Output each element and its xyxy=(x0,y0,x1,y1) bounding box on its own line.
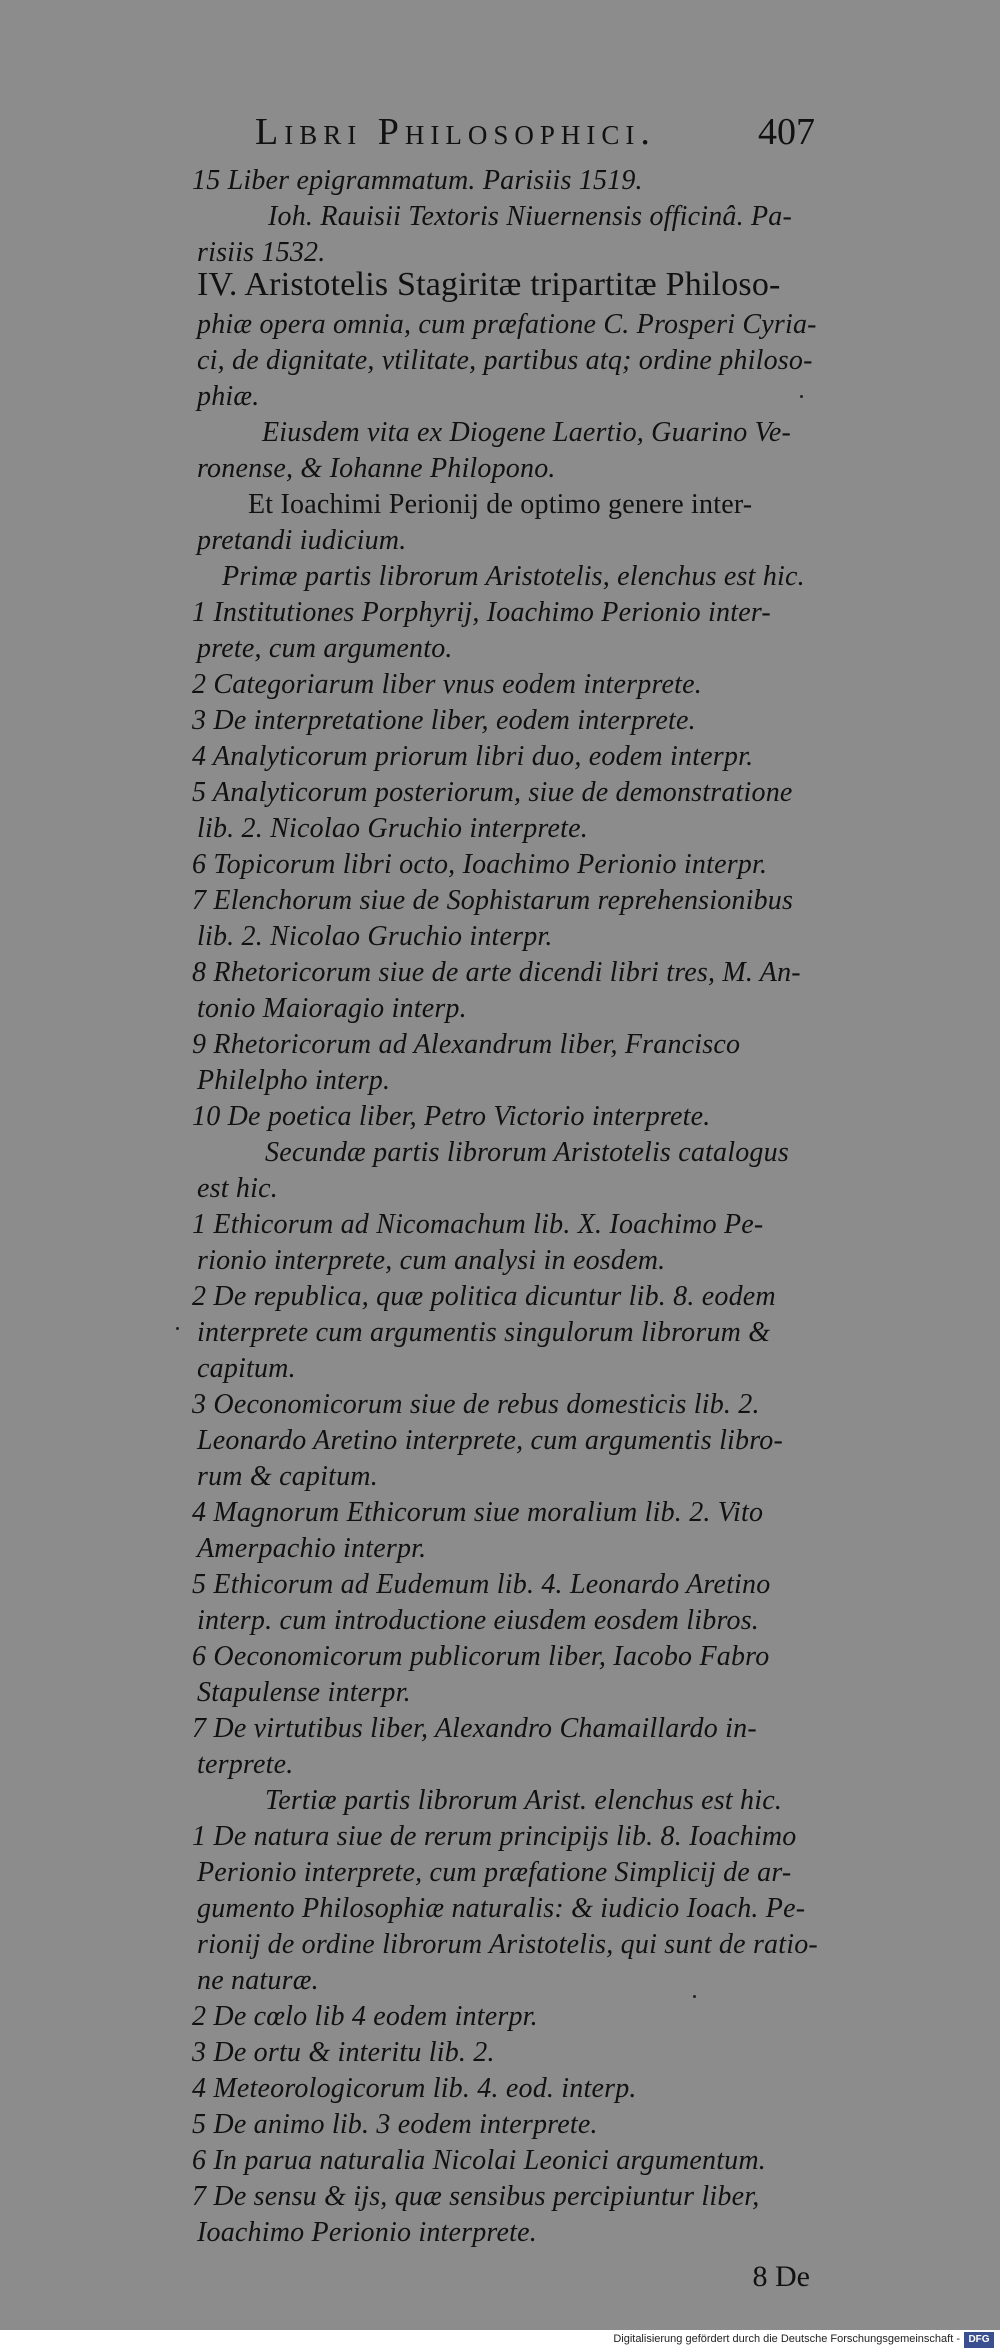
funding-credit: Digitalisierung gefördert durch die Deutsche Forschungsgemeinschaft - xyxy=(613,2333,960,2345)
list-item: 3 Oeconomicorum siue de rebus domesticis lib. 2. xyxy=(192,1389,760,1420)
text-line: risiis 1532. xyxy=(197,237,326,268)
text-line: tonio Maioragio interp. xyxy=(197,993,467,1024)
text-line: rionio interprete, cum analysi in eosdem. xyxy=(197,1245,666,1276)
list-item: 2 De republica, quæ politica dicuntur lib. 8. eodem xyxy=(192,1281,776,1312)
text-line: rionij de ordine librorum Aristotelis, qui sunt de ratio- xyxy=(197,1929,818,1960)
list-item: 5 Ethicorum ad Eudemum lib. 4. Leonardo Aretino xyxy=(192,1569,771,1600)
text-line: rum & capitum. xyxy=(197,1461,378,1492)
list-item: 7 De sensu & ijs, quæ sensibus percipiuntur liber, xyxy=(192,2181,760,2212)
section-heading: Tertiæ partis librorum Arist. elenchus est hic. xyxy=(265,1785,783,1816)
page-number: 407 xyxy=(758,111,815,153)
ink-speck xyxy=(800,395,803,398)
text-line: Ioh. Rauisii Textoris Niuernensis officinâ. Pa- xyxy=(268,201,793,232)
text-line: ronense, & Iohanne Philopono. xyxy=(197,453,556,484)
text-line: Philelpho interp. xyxy=(197,1065,391,1096)
text-line: gumento Philosophiæ naturalis: & iudicio Ioach. Pe- xyxy=(197,1893,806,1924)
text-line: Stapulense interpr. xyxy=(197,1677,411,1708)
ink-speck xyxy=(176,1327,179,1330)
text-line: Eiusdem vita ex Diogene Laertio, Guarino Ve- xyxy=(262,417,792,448)
text-line: Leonardo Aretino interprete, cum argumentis libro- xyxy=(197,1425,784,1456)
list-item: 1 De natura siue de rerum principijs lib. 8. Ioachimo xyxy=(192,1821,797,1852)
text-line: ci, de dignitate, vtilitate, partibus atq; ordine philoso- xyxy=(197,345,813,376)
list-item: 10 De poetica liber, Petro Victorio interprete. xyxy=(192,1101,711,1132)
list-item: 7 De virtutibus liber, Alexandro Chamaillardo in- xyxy=(192,1713,757,1744)
list-item: 6 Oeconomicorum publicorum liber, Iacobo Fabro xyxy=(192,1641,770,1672)
running-title: Libri Philosophici. xyxy=(255,111,656,153)
list-item: 1 Ethicorum ad Nicomachum lib. X. Ioachimo Pe- xyxy=(192,1209,764,1240)
list-item: 2 De cœlo lib 4 eodem interpr. xyxy=(192,2001,538,2032)
text-line: terprete. xyxy=(197,1749,294,1780)
list-item: 6 In parua naturalia Nicolai Leonici argumentum. xyxy=(192,2145,766,2176)
text-line: 15 Liber epigrammatum. Parisiis 1519. xyxy=(192,165,643,196)
list-item: 9 Rhetoricorum ad Alexandrum liber, Francisco xyxy=(192,1029,741,1060)
section-heading: Primæ partis librorum Aristotelis, elenchus est hic. xyxy=(222,561,805,592)
text-line: est hic. xyxy=(197,1173,278,1204)
text-line: interprete cum argumentis singulorum librorum & xyxy=(197,1317,771,1348)
list-item: 4 Meteorologicorum lib. 4. eod. interp. xyxy=(192,2073,637,2104)
list-item: 2 Categoriarum liber vnus eodem interprete. xyxy=(192,669,702,700)
list-item: 4 Analyticorum priorum libri duo, eodem interpr. xyxy=(192,741,754,772)
text-line: ne naturæ. xyxy=(197,1965,319,1996)
digitization-footer xyxy=(0,2330,1000,2352)
text-line: lib. 2. Nicolao Gruchio interprete. xyxy=(197,813,588,844)
list-item: 7 Elenchorum siue de Sophistarum reprehensionibus xyxy=(192,885,794,916)
list-item: 8 Rhetoricorum siue de arte dicendi libri tres, M. An- xyxy=(192,957,801,988)
text-line: IV. Aristotelis Stagiritæ tripartitæ Philoso- xyxy=(197,266,781,303)
text-line: pretandi iudicium. xyxy=(197,525,407,556)
list-item: 3 De interpretatione liber, eodem interprete. xyxy=(192,705,696,736)
text-line: phiæ. xyxy=(197,381,260,412)
list-item: 5 De animo lib. 3 eodem interprete. xyxy=(192,2109,598,2140)
list-item: 3 De ortu & interitu lib. 2. xyxy=(192,2037,495,2068)
dfg-logo: DFG xyxy=(964,2332,994,2348)
catchword: 8 De xyxy=(752,2260,810,2293)
text-line: capitum. xyxy=(197,1353,296,1384)
list-item: 4 Magnorum Ethicorum siue moralium lib. 2. Vito xyxy=(192,1497,764,1528)
list-item: 5 Analyticorum posteriorum, siue de demonstratione xyxy=(192,777,793,808)
text-line: Ioachimo Perionio interprete. xyxy=(197,2217,537,2248)
ink-speck xyxy=(693,1995,696,1998)
text-line: interp. cum introductione eiusdem eosdem libros. xyxy=(197,1605,759,1636)
text-line: phiæ opera omnia, cum præfatione C. Prosperi Cyria- xyxy=(197,309,817,340)
list-item: 6 Topicorum libri octo, Ioachimo Perionio interpr. xyxy=(192,849,768,880)
text-line: lib. 2. Nicolao Gruchio interpr. xyxy=(197,921,553,952)
text-line: Amerpachio interpr. xyxy=(197,1533,427,1564)
section-heading: Secundæ partis librorum Aristotelis catalogus xyxy=(265,1137,789,1168)
text-line: Perionio interprete, cum præfatione Simplicij de ar- xyxy=(197,1857,792,1888)
text-line: prete, cum argumento. xyxy=(197,633,453,664)
text-line: Et Ioachimi Perionij de optimo genere inter- xyxy=(248,489,753,520)
list-item: 1 Institutiones Porphyrij, Ioachimo Perionio inter- xyxy=(192,597,771,628)
